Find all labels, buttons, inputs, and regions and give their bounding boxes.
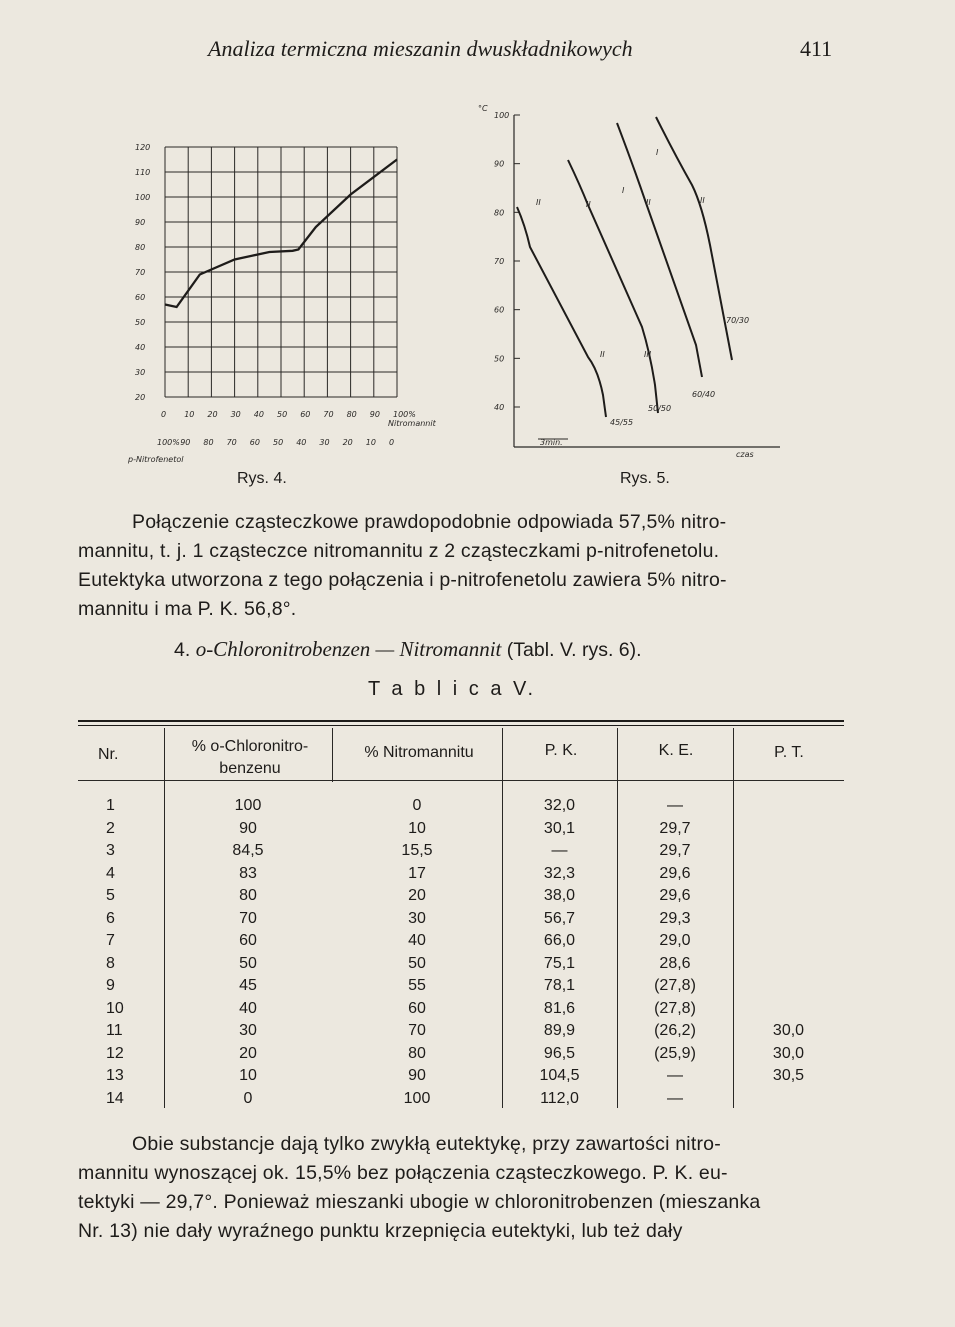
fig4-x-tick-label: 80 (346, 410, 357, 419)
fig4-x-tick-label-bottom: 30 (319, 438, 330, 447)
figure-5 (470, 95, 800, 465)
fig4-x-tick-label-bottom: 50 (273, 438, 284, 447)
fig4-x-tick-label: 90 (369, 410, 380, 419)
cell-nitromannit: 17 (408, 864, 426, 882)
th-ke: K. E. (658, 742, 694, 759)
cell-pk: 75,1 (543, 954, 576, 972)
fig4-y-tick-label: 110 (135, 168, 151, 177)
cell-chloronitrobenzen: 50 (239, 954, 257, 972)
text-line: Nr. 13) nie dały wyraźnego punktu krzepnięcia eutektyki, lub też dały (78, 1220, 683, 1242)
cell-nitromannit: 20 (408, 887, 426, 905)
cell-pk: 32,0 (543, 797, 576, 815)
cell-nitromannit: 50 (408, 954, 426, 972)
table-row (78, 1020, 844, 1043)
paragraph-2 (78, 1130, 846, 1246)
cell-pt (733, 795, 844, 818)
cell-ke: 29,6 (659, 887, 691, 905)
table-row (78, 840, 844, 863)
fig5-cooling-curves (517, 117, 732, 417)
cell-ke: 29,7 (659, 842, 691, 860)
th-pk: P. K. (544, 742, 578, 759)
th-nr: Nr. (98, 746, 119, 763)
table-row (78, 998, 844, 1021)
fig4-y-ticks (135, 143, 150, 402)
cell-chloronitrobenzen: 60 (239, 932, 257, 950)
fig4-y-tick-label: 40 (135, 343, 146, 352)
fig4-x-tick-label: 50 (277, 410, 288, 419)
section-ref: (Tabl. V. rys. 6). (506, 639, 642, 661)
fig5-curve-1 (517, 207, 606, 417)
fig4-x-ticks-top (161, 410, 416, 419)
fig5-y-tick-label: 100 (494, 111, 510, 120)
cell-nr: 3 (106, 842, 115, 860)
cell-nitromannit: 80 (408, 1044, 426, 1062)
table-row (78, 953, 844, 976)
fig5-label: I (656, 148, 659, 157)
cell-chloronitrobenzen: 90 (239, 819, 257, 837)
cell-chloronitrobenzen: 45 (239, 977, 257, 995)
fig5-time-marker: 3min. (540, 438, 563, 447)
fig4-x-tick-label: 70 (323, 410, 334, 419)
cell-nitromannit: 90 (408, 1067, 426, 1085)
cell-pk: 78,1 (543, 977, 576, 995)
cell-nitromannit: 60 (408, 999, 426, 1017)
cell-nr: 4 (106, 864, 115, 882)
fig5-label: 50/50 (648, 404, 672, 413)
fig5-label: II (600, 350, 605, 359)
fig4-x-tick-label-bottom: 100% (157, 438, 180, 447)
cell-pk: 96,5 (543, 1044, 576, 1062)
text-line: Eutektyka utworzona z tego połączenia i p-nitrofenetolu zawiera 5% nitro- (78, 569, 727, 591)
cell-ke: — (667, 797, 683, 815)
fig5-y-tick-label: 70 (494, 257, 505, 266)
cell-chloronitrobenzen: 83 (239, 864, 257, 882)
cell-nr: 2 (106, 819, 115, 837)
cell-pk: 38,0 (543, 887, 576, 905)
table-top-rule (78, 720, 844, 726)
cell-chloronitrobenzen: 10 (239, 1067, 257, 1085)
cell-nr: 12 (106, 1044, 124, 1062)
fig4-y-tick-label: 100 (135, 193, 151, 202)
cell-nitromannit: 10 (408, 819, 426, 837)
cell-chloronitrobenzen: 20 (239, 1044, 257, 1062)
cell-nitromannit: 70 (408, 1022, 426, 1040)
cell-nitromannit: 100 (403, 1089, 431, 1107)
cell-chloronitrobenzen: 70 (239, 909, 257, 927)
text-line: mannitu, t. j. 1 cząsteczce nitromannitu z 2 cząsteczkami p-nitrofenetolu. (78, 540, 720, 562)
fig5-caption: Rys. 5. (620, 470, 670, 487)
cell-pt: 30,0 (772, 1022, 805, 1040)
fig5-label: 45/55 (610, 418, 634, 427)
fig4-x-tick-label: 0 (161, 410, 167, 419)
table-row (78, 975, 844, 998)
cell-ke: 29,0 (659, 932, 691, 950)
fig4-x-tick-label-bottom: 80 (203, 438, 214, 447)
cell-nr: 11 (106, 1022, 123, 1040)
fig4-x-tick-label: 60 (300, 410, 311, 419)
fig5-label: II (536, 198, 541, 207)
fig5-x-label: czas (736, 450, 754, 459)
text-line: mannitu i ma P. K. 56,8°. (78, 598, 297, 620)
cell-nr: 7 (106, 932, 115, 950)
table-row (78, 1043, 844, 1066)
figure-4 (120, 135, 450, 470)
th-chloronitrobenzen-line1: % o-Chloronitro- (191, 738, 309, 755)
cell-nr: 6 (106, 909, 115, 927)
cell-pk: 66,0 (543, 932, 576, 950)
cell-pt: 30,5 (772, 1067, 805, 1085)
data-table (78, 795, 844, 1110)
fig4-x-tick-label-bottom: 0 (389, 438, 395, 447)
fig5-label: II (700, 196, 705, 205)
table-row (78, 908, 844, 931)
table-body (78, 795, 844, 1110)
text-line: tektyki — 29,7°. Ponieważ mieszanki ubogie w chloronitrobenzen (mieszanka (78, 1191, 761, 1213)
fig4-x-tick-label: 10 (184, 410, 195, 419)
cell-pk: 104,5 (539, 1067, 580, 1085)
fig5-y-tick-label: 60 (494, 305, 505, 315)
cell-chloronitrobenzen: 40 (239, 999, 257, 1017)
cell-ke: (26,2) (654, 1022, 696, 1040)
cell-pk: 89,9 (543, 1022, 576, 1040)
cell-ke: 29,3 (659, 909, 691, 927)
cell-pk: 56,7 (543, 909, 576, 927)
table-col-divider (332, 728, 333, 782)
cell-ke: 28,6 (659, 954, 691, 972)
fig4-x-label-top: Nitromannit (388, 419, 436, 428)
cell-ke: — (667, 1067, 683, 1085)
cell-chloronitrobenzen: 80 (239, 887, 257, 905)
text-line: Połączenie cząsteczkowe prawdopodobnie odpowiada 57,5% nitro- (132, 511, 727, 533)
fig5-y-tick-label: 80 (494, 208, 505, 218)
text-line: mannitu wynoszącej ok. 15,5% bez połączenia cząsteczkowego. P. K. eu- (78, 1162, 728, 1184)
fig5-curve-4 (656, 117, 732, 360)
cell-pt (733, 930, 844, 953)
fig4-x-ticks-bottom (157, 438, 394, 447)
page-number: 411 (800, 36, 833, 61)
fig5-y-unit: °C (478, 104, 488, 113)
table-row (78, 1065, 844, 1088)
cell-nitromannit: 0 (412, 797, 422, 815)
cell-nr: 5 (106, 887, 115, 905)
table-row (78, 885, 844, 908)
cell-pt (733, 975, 844, 998)
cell-pt (733, 953, 844, 976)
th-nitromannit: % Nitromannitu (364, 744, 474, 761)
fig5-y-tick-label: 50 (494, 354, 505, 364)
cell-chloronitrobenzen: 84,5 (232, 842, 264, 860)
cell-ke: 29,6 (659, 864, 691, 882)
section-title: o-Chloronitrobenzen — Nitromannit (195, 637, 502, 661)
running-title: Analiza termiczna mieszanin dwuskładnikowych (208, 36, 633, 61)
text-line: Obie substancje dają tylko zwykłą eutektykę, przy zawartości nitro- (132, 1133, 721, 1155)
fig4-y-tick-label: 60 (135, 293, 146, 302)
cell-nitromannit: 55 (408, 977, 426, 995)
cell-nr: 8 (106, 954, 115, 972)
cell-pk: 112,0 (540, 1089, 579, 1107)
cell-chloronitrobenzen: 0 (243, 1089, 253, 1107)
cell-chloronitrobenzen: 100 (234, 797, 262, 815)
cell-ke: 29,7 (659, 819, 691, 837)
fig4-x-tick-label: 100% (393, 410, 416, 419)
table-row (78, 930, 844, 953)
fig5-axes (514, 115, 780, 447)
th-chloronitrobenzen (168, 736, 332, 780)
fig4-y-tick-label: 20 (135, 393, 146, 402)
cell-pk: 32,3 (543, 864, 576, 882)
cell-nr: 14 (106, 1089, 124, 1107)
cell-pt (733, 908, 844, 931)
cell-pt (733, 840, 844, 863)
fig4-x-tick-label: 40 (253, 410, 264, 419)
section-number: 4. (174, 639, 191, 661)
table-header-rule (78, 780, 844, 781)
cell-nr: 13 (106, 1067, 124, 1085)
cell-chloronitrobenzen: 30 (239, 1022, 257, 1040)
table-row (78, 1088, 844, 1111)
th-chloronitrobenzen-line2: benzenu (219, 760, 281, 777)
th-pt: P. T. (774, 744, 804, 761)
fig4-x-tick-label-bottom: 40 (296, 438, 307, 447)
fig5-y-tick-label: 40 (494, 403, 505, 412)
table-title: T a b l i c a V. (368, 678, 537, 700)
cell-nr: 1 (106, 797, 115, 815)
cell-ke: (27,8) (654, 999, 696, 1017)
cell-pt: 30,0 (772, 1044, 805, 1062)
fig4-y-tick-label: 120 (135, 143, 151, 152)
fig5-label: I (622, 186, 625, 195)
fig5-y-tick-label: 90 (494, 159, 505, 169)
fig4-y-tick-label: 70 (135, 268, 146, 277)
fig4-x-tick-label: 20 (207, 410, 218, 419)
fig4-y-tick-label: 90 (135, 218, 146, 227)
cell-ke: (27,8) (654, 977, 696, 995)
cell-nitromannit: 30 (408, 909, 426, 927)
cell-pt (733, 1088, 844, 1111)
fig4-x-tick-label-bottom: 70 (226, 438, 237, 447)
fig5-label: II (646, 198, 651, 207)
cell-pk: 81,6 (543, 999, 576, 1017)
cell-ke: — (667, 1089, 683, 1107)
cell-pk: — (551, 842, 568, 860)
table-row (78, 863, 844, 886)
fig4-x-tick-label-bottom: 20 (342, 438, 353, 447)
fig4-x-tick-label-bottom: 90 (180, 438, 191, 447)
cell-pt (733, 818, 844, 841)
cell-pt (733, 998, 844, 1021)
fig4-caption: Rys. 4. (237, 470, 287, 487)
cell-nitromannit: 15,5 (401, 842, 433, 860)
cell-nr: 10 (106, 999, 124, 1017)
table-row (78, 818, 844, 841)
fig5-y-ticks (494, 111, 520, 412)
cell-nr: 9 (106, 977, 115, 995)
fig5-label: 70/30 (726, 316, 750, 325)
cell-pt (733, 885, 844, 908)
fig4-x-tick-label-bottom: 60 (249, 438, 260, 447)
fig4-x-tick-label-bottom: 10 (365, 438, 376, 447)
table-row (78, 795, 844, 818)
fig5-label: II (586, 200, 591, 209)
fig5-label: III (644, 350, 652, 359)
fig4-x-tick-label: 30 (230, 410, 241, 419)
cell-pk: 30,1 (543, 819, 576, 837)
fig5-label: 60/40 (692, 390, 716, 399)
paragraph-1 (78, 508, 846, 624)
fig4-x-label-bottom: p-Nitrofenetol (128, 455, 184, 464)
cell-nitromannit: 40 (408, 932, 426, 950)
cell-ke: (25,9) (654, 1044, 696, 1062)
fig4-y-tick-label: 50 (135, 318, 146, 327)
cell-pt (733, 863, 844, 886)
fig4-y-tick-label: 80 (135, 243, 146, 252)
fig5-curve-3 (617, 123, 702, 377)
fig4-y-tick-label: 30 (135, 368, 146, 377)
section-heading (174, 637, 642, 662)
